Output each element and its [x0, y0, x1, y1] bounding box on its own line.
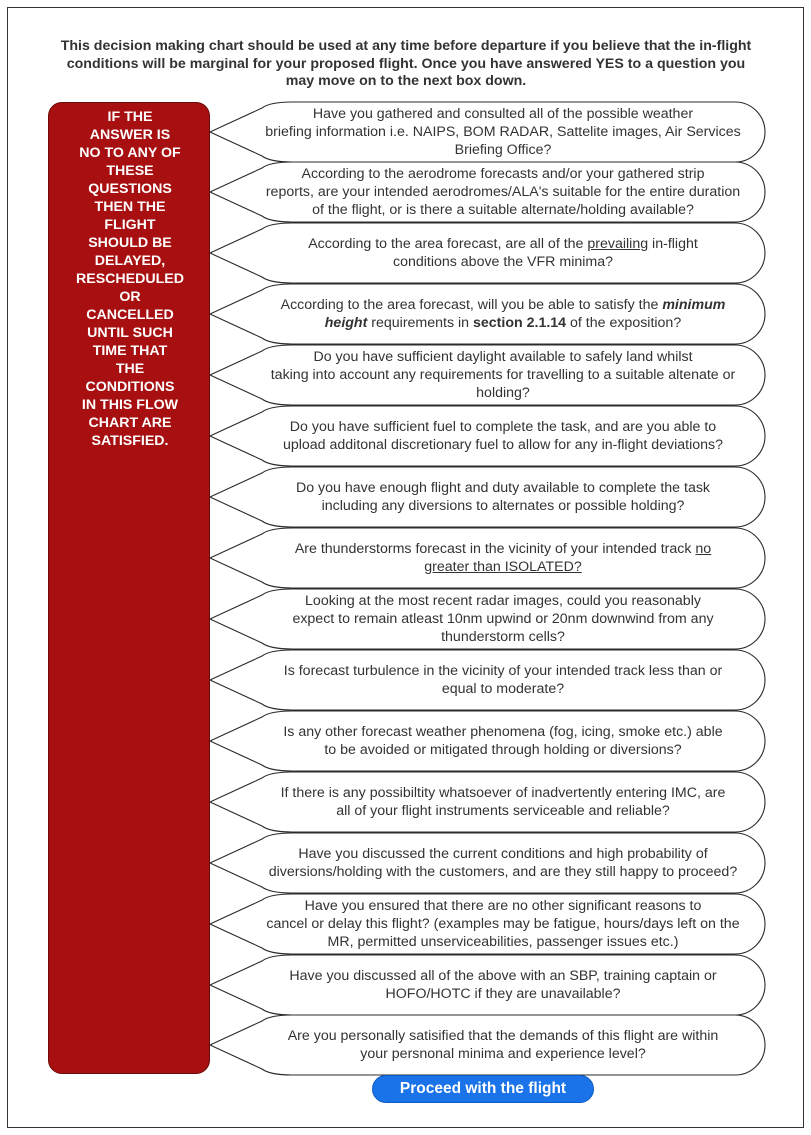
- no-answer-panel-line: RESCHEDULED: [76, 271, 184, 287]
- no-answer-panel-line: QUESTIONS: [88, 181, 172, 197]
- question-line: Is any other forecast weather phenomena (fog, icing, smoke etc.) able: [283, 724, 723, 740]
- no-answer-panel-text: [49, 108, 211, 450]
- question-text-fragment: no: [695, 541, 712, 557]
- question-8: [248, 528, 758, 588]
- question-line: Have you discussed all of the above with an SBP, training captain or: [289, 968, 717, 984]
- question-10: [248, 650, 758, 710]
- header-line-3: may move on to the next box down.: [285, 73, 527, 89]
- no-answer-panel-line: NO TO ANY OF: [79, 145, 181, 161]
- question-2: [248, 162, 758, 222]
- question-text-fragment: According to the area forecast, are all of the: [308, 236, 588, 252]
- question-line: expect to remain atleast 10nm upwind or 20nm downwind from any: [292, 611, 714, 627]
- question-text-fragment: section 2.1.14: [473, 315, 567, 331]
- question-text-fragment: requirements in: [367, 315, 473, 331]
- no-answer-panel-line: TIME THAT: [92, 343, 168, 359]
- no-answer-panel-line: ANSWER IS: [89, 127, 171, 143]
- question-line: Do you have enough flight and duty available to complete the task: [295, 480, 711, 496]
- question-line: [295, 540, 711, 558]
- question-line: [281, 314, 726, 332]
- question-line: upload additonal discretionary fuel to allow for any in-flight deviations?: [282, 437, 724, 453]
- question-6: [248, 406, 758, 466]
- question-text-fragment: in-flight: [648, 236, 698, 252]
- question-text-fragment: prevailing: [587, 236, 649, 252]
- question-line: to be avoided or mitigated through holding or diversions?: [324, 742, 682, 758]
- header-line-2: conditions will be marginal for your proposed flight. Once you have answered YES to a question you: [66, 55, 746, 72]
- question-line: including any diversions to alternates or possible holding?: [321, 498, 685, 514]
- question-text-fragment: height: [324, 315, 368, 331]
- no-answer-panel-line: IF THE: [107, 109, 153, 125]
- header-line-1: This decision making chart should be used at any time before departure if you believe that the in-flight: [60, 38, 752, 54]
- question-13: [248, 833, 758, 893]
- question-text-fragment: of the exposition?: [566, 315, 682, 331]
- question-14: [248, 894, 758, 954]
- question-text-fragment: greater than ISOLATED?: [424, 559, 582, 575]
- question-line: all of your flight instruments serviceable and reliable?: [336, 803, 670, 819]
- question-line: holding?: [476, 385, 530, 401]
- question-line: MR, permitted unserviceabilities, passenger issues etc.): [327, 934, 679, 950]
- question-line: HOFO/HOTC if they are unavailable?: [385, 986, 621, 1002]
- question-line: diversions/holding with the customers, and are they still happy to proceed?: [268, 864, 738, 880]
- question-5: [248, 345, 758, 405]
- question-11: [248, 711, 758, 771]
- question-7: [248, 467, 758, 527]
- no-answer-panel-line: IN THIS FLOW: [81, 397, 179, 413]
- no-answer-panel-line: DELAYED,: [94, 253, 166, 269]
- question-line: Briefing Office?: [454, 142, 552, 158]
- question-4: [248, 284, 758, 344]
- no-answer-panel-line: THEN THE: [94, 199, 166, 215]
- question-line: thunderstorm cells?: [441, 629, 565, 645]
- no-answer-panel-line: THESE: [106, 163, 154, 179]
- question-1: [248, 102, 758, 162]
- question-line: briefing information i.e. NAIPS, BOM RADAR, Sattelite images, Air Services: [265, 124, 741, 140]
- no-answer-panel-line: UNTIL SUCH: [87, 325, 173, 341]
- question-line: Is forecast turbulence in the vicinity of your intended track less than or: [283, 663, 723, 679]
- question-line: [295, 558, 711, 576]
- question-line: [281, 296, 726, 314]
- no-answer-panel: [48, 102, 210, 1074]
- question-line: reports, are your intended aerodromes/ALA's suitable for the entire duration: [265, 184, 741, 200]
- question-text-fragment: According to the area forecast, will you be able to satisfy the: [280, 297, 663, 313]
- no-answer-panel-line: FLIGHT: [104, 217, 156, 233]
- question-9: [248, 589, 758, 649]
- question-line: your persnonal minima and experience level?: [360, 1046, 646, 1062]
- question-text-fragment: Are thunderstorms forecast in the vicinity of your intended track: [294, 541, 696, 557]
- no-answer-panel-line: CANCELLED: [86, 307, 174, 323]
- question-line: If there is any possibiltity whatsoever of inadvertently entering IMC, are: [280, 785, 726, 801]
- question-line: Have you ensured that there are no other significant reasons to: [304, 898, 702, 914]
- question-3: [248, 223, 758, 283]
- question-line: Have you gathered and consulted all of the possible weather: [312, 106, 694, 122]
- question-line: cancel or delay this flight? (examples may be fatigue, hours/days left on the: [266, 916, 740, 932]
- proceed-button[interactable]: Proceed with the flight: [372, 1075, 594, 1103]
- question-15: [248, 955, 758, 1015]
- question-line: Are you personally satisified that the demands of this flight are within: [287, 1028, 719, 1044]
- question-line: Looking at the most recent radar images, could you reasonably: [305, 593, 701, 609]
- question-line: According to the aerodrome forecasts and/or your gathered strip: [301, 166, 705, 182]
- no-answer-panel-line: SHOULD BE: [88, 235, 172, 251]
- question-text-fragment: conditions above the VFR minima?: [392, 254, 613, 270]
- question-line: of the flight, or is there a suitable alternate/holding available?: [312, 202, 694, 218]
- question-line: [308, 235, 698, 253]
- no-answer-panel-line: CONDITIONS: [85, 379, 175, 395]
- question-line: Do you have sufficient fuel to complete the task, and are you able to: [289, 419, 717, 435]
- question-16: [248, 1015, 758, 1075]
- question-line: Do you have sufficient daylight available to safely land whilst: [313, 349, 693, 365]
- question-line: equal to moderate?: [441, 681, 565, 697]
- question-line: Have you discussed the current conditions and high probability of: [298, 846, 708, 862]
- no-answer-panel-line: SATISFIED.: [91, 433, 169, 449]
- no-answer-panel-line: THE: [115, 361, 145, 377]
- no-answer-panel-line: CHART ARE: [88, 415, 172, 431]
- question-line: [308, 253, 698, 271]
- no-answer-panel-line: OR: [119, 289, 141, 305]
- question-text-fragment: minimum: [662, 297, 726, 313]
- question-line: taking into account any requirements for travelling to a suitable altenate or: [270, 367, 736, 383]
- question-12: [248, 772, 758, 832]
